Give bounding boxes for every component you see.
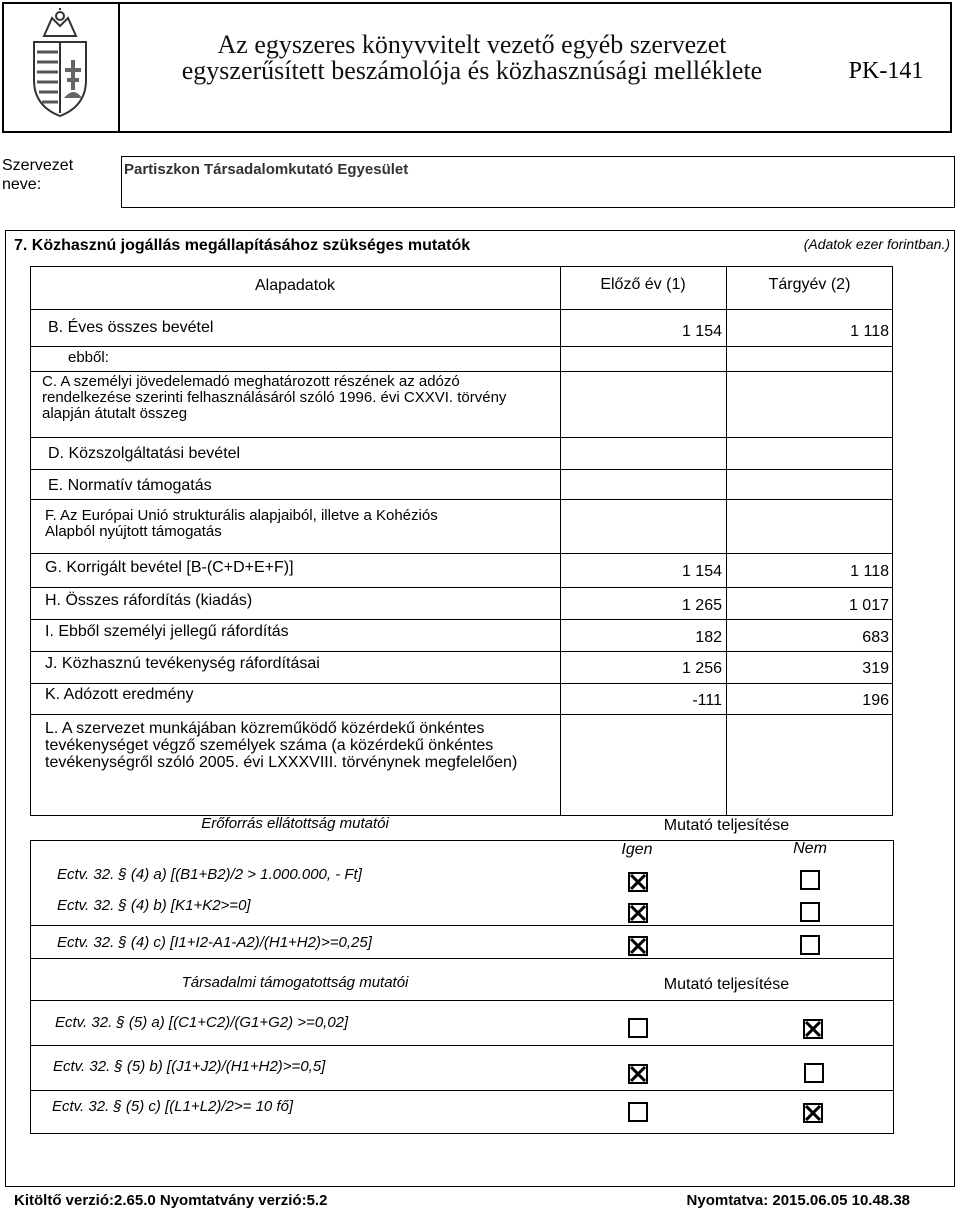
check-x-icon [630, 905, 646, 921]
check-x-icon [805, 1105, 821, 1121]
col-divider-2 [726, 266, 727, 816]
row-line [30, 553, 893, 554]
check-x-icon [630, 1066, 646, 1082]
indicator-label: Ectv. 32. § (5) b) [(J1+J2)/(H1+H2)>=0,5] [53, 1058, 326, 1075]
checkbox-yes[interactable] [628, 1102, 648, 1122]
check-x-icon [805, 1021, 821, 1037]
row-line [30, 499, 893, 500]
indicator-label: Ectv. 32. § (4) a) [(B1+B2)/2 > 1.000.000, - Ft] [57, 866, 362, 883]
row-line [30, 309, 893, 310]
curr-year-value: 1 017 [848, 597, 889, 614]
checkbox-yes[interactable] [628, 872, 648, 892]
footer-print-date: Nyomtatva: 2015.06.05 10.48.38 [686, 1192, 910, 1209]
row-label-e: E. Normatív támogatás [48, 477, 212, 494]
row-line [30, 958, 893, 959]
page-title-line2: egyszerűsített beszámolója és közhasznúsági melléklete [181, 56, 763, 85]
column-header-previous-year: Előző év (1) [600, 276, 686, 293]
checkbox-yes[interactable] [628, 903, 648, 923]
curr-year-value: 319 [862, 660, 889, 677]
org-name-label: Szervezet neve: [2, 157, 74, 193]
row-label-g: G. Korrigált bevétel [B-(C+D+E+F)] [45, 559, 294, 576]
checkbox-yes[interactable] [628, 936, 648, 956]
header-divider [118, 2, 120, 133]
column-header-basic: Alapadatok [254, 277, 336, 294]
page-title-line1: Az egyszeres könyvvitelt vezető egyéb szervezet [217, 30, 727, 59]
no-column-header: Nem [793, 840, 827, 857]
form-code: PK-141 [848, 58, 924, 84]
row-label-d: D. Közszolgáltatási bevétel [48, 445, 241, 462]
section-title: 7. Közhasznú jogállás megállapításához szükséges mutatók [14, 237, 471, 254]
curr-year-value: 196 [862, 692, 889, 709]
indicators-bottom-line [30, 1133, 893, 1134]
row-line [30, 371, 893, 372]
row-line [30, 469, 893, 470]
check-x-icon [630, 938, 646, 954]
row-line [30, 346, 893, 347]
check-x-icon [630, 874, 646, 890]
coat-of-arms-icon [24, 8, 96, 120]
checkbox-no[interactable] [800, 870, 820, 890]
indicator-label: Ectv. 32. § (4) b) [K1+K2>=0] [57, 897, 251, 914]
row-line [30, 1045, 893, 1046]
prev-year-value: -111 [692, 692, 722, 709]
checkbox-yes[interactable] [628, 1018, 648, 1038]
yes-column-header: Igen [621, 841, 653, 858]
checkbox-no[interactable] [800, 935, 820, 955]
row-label-i: I. Ebből személyi jellegű ráfordítás [45, 623, 289, 640]
prev-year-value: 1 265 [681, 597, 722, 614]
row-line [30, 437, 893, 438]
column-header-current-year: Tárgyév (2) [768, 276, 851, 293]
fulfilment-header: Mutató teljesítése [663, 817, 790, 834]
curr-year-value: 683 [862, 629, 889, 646]
row-label-f: F. Az Európai Unió strukturális alapjaiból, illetve a Kohéziós Alapból nyújtott támogatás [45, 507, 438, 540]
row-label-l: L. A szervezet munkájában közreműködő közérdekű önkéntes tevékenységet végző személyek száma (a közérdekű önkéntes tevékenységről szóló 2005. évi LXXXVIII. törvénynek megfelelően) [45, 720, 518, 771]
row-line [30, 683, 893, 684]
indicator-label: Ectv. 32. § (4) c) [I1+I2-A1-A2)/(H1+H2)>=0,25] [57, 934, 372, 951]
row-label-j: J. Közhasznú tevékenység ráfordításai [45, 655, 320, 672]
prev-year-value: 1 154 [681, 323, 722, 340]
row-label-c: C. A személyi jövedelemadó meghatározott részének az adózó rendelkezése szerinti felhasználásáról szóló 1996. évi CXXVI. törvény alapján átutalt összeg [42, 373, 507, 422]
org-name-field [121, 156, 955, 208]
checkbox-no[interactable] [803, 1019, 823, 1039]
org-name-value: Partiszkon Társadalomkutató Egyesület [124, 161, 409, 178]
row-label-h: H. Összes ráfordítás (kiadás) [45, 592, 253, 609]
prev-year-value: 1 256 [681, 660, 722, 677]
social-fulfilment-header: Mutató teljesítése [663, 976, 790, 993]
prev-year-value: 182 [695, 629, 722, 646]
row-line [30, 1000, 893, 1001]
curr-year-value: 1 118 [850, 563, 889, 580]
row-label-b: B. Éves összes bevétel [48, 319, 214, 336]
checkbox-no[interactable] [804, 1063, 824, 1083]
checkbox-no[interactable] [803, 1103, 823, 1123]
resource-indicators-title: Erőforrás ellátottság mutatói [201, 815, 389, 832]
social-indicators-title: Társadalmi támogatottság mutatói [181, 974, 409, 991]
checkbox-no[interactable] [800, 902, 820, 922]
unit-note: (Adatok ezer forintban.) [803, 236, 950, 252]
row-line [30, 714, 893, 715]
indicator-label: Ectv. 32. § (5) c) [(L1+L2)/2>= 10 fő] [52, 1098, 294, 1115]
row-label-ebbol: ebből: [68, 349, 109, 366]
prev-year-value: 1 154 [681, 563, 722, 580]
row-line [30, 619, 893, 620]
row-line [30, 1090, 893, 1091]
row-line [30, 651, 893, 652]
footer-version: Kitöltő verzió:2.65.0 Nyomtatvány verzió:5.2 [14, 1192, 328, 1209]
row-line [30, 587, 893, 588]
row-line [30, 925, 893, 926]
indicator-label: Ectv. 32. § (5) a) [(C1+C2)/(G1+G2) >=0,02] [55, 1014, 349, 1031]
row-label-k: K. Adózott eredmény [45, 686, 194, 703]
col-divider-1 [560, 266, 561, 816]
checkbox-yes[interactable] [628, 1064, 648, 1084]
indicators-right-line [893, 840, 894, 1134]
curr-year-value: 1 118 [850, 323, 889, 340]
